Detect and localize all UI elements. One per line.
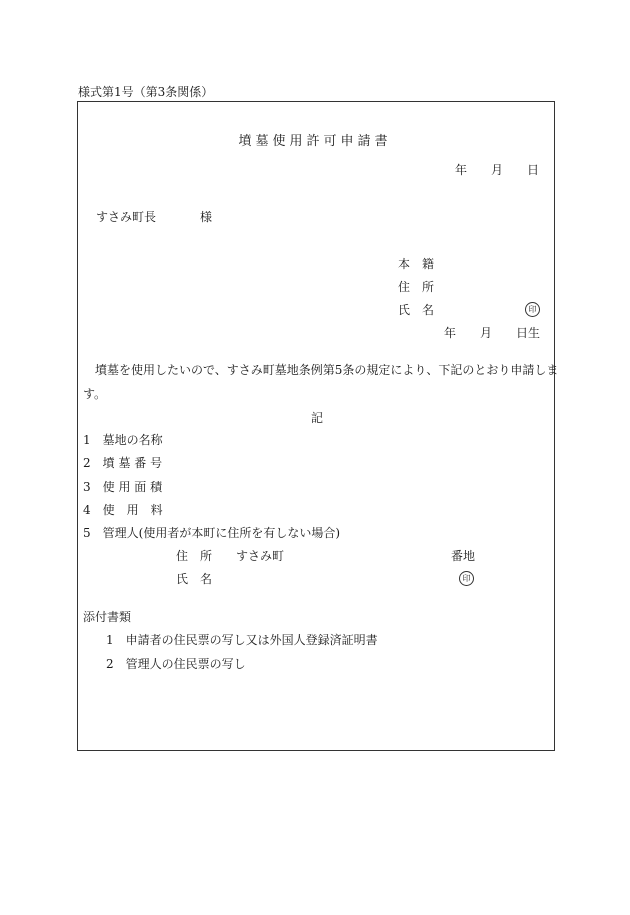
- addressee-honorific: 様: [200, 210, 213, 224]
- attachment-item-1: 1 申請者の住民票の写し又は外国人登録済証明書: [106, 633, 378, 647]
- applicant-name-label: 氏 名: [398, 303, 435, 317]
- birth-day: 日生: [516, 326, 541, 340]
- form-frame: [77, 101, 555, 751]
- manager-name-label: 氏 名: [176, 572, 213, 586]
- applicant-honseki-label: 本 籍: [398, 257, 435, 271]
- birth-year: 年: [444, 326, 457, 340]
- seal-icon: 印: [525, 302, 540, 317]
- item-3: 3 使 用 面 積: [83, 480, 163, 494]
- birth-month: 月: [480, 326, 493, 340]
- date-month: 月: [491, 163, 504, 177]
- form-title: 墳墓使用許可申請書: [238, 134, 392, 149]
- ki-heading: 記: [311, 411, 324, 425]
- item-2: 2 墳 墓 番 号: [83, 456, 163, 470]
- manager-address-label: 住 所: [176, 549, 213, 563]
- manager-seal-mark: [459, 571, 474, 586]
- body-text-line1: 墳墓を使用したいので、すさみ町墓地条例第5条の規定により、下記のとおり申請しま: [83, 363, 559, 377]
- date-year: 年: [455, 163, 468, 177]
- attachment-item-2: 2 管理人の住民票の写し: [106, 657, 246, 671]
- body-text-line2: す。: [83, 387, 107, 401]
- item-5: 5 管理人(使用者が本町に住所を有しない場合): [83, 526, 340, 540]
- manager-address-value: すさみ町: [236, 549, 285, 563]
- form-label: 様式第1号（第3条関係）: [78, 85, 214, 99]
- attachments-heading: 添付書類: [83, 610, 132, 624]
- seal-icon: 印: [459, 571, 474, 586]
- manager-banchi: 番地: [451, 549, 476, 563]
- addressee-name: すさみ町長: [96, 210, 157, 224]
- applicant-address-label: 住 所: [398, 280, 435, 294]
- item-1: 1 墓地の名称: [83, 433, 163, 447]
- applicant-seal-mark: [525, 302, 540, 317]
- date-day: 日: [527, 163, 540, 177]
- item-4: 4 使 用 料: [83, 503, 163, 517]
